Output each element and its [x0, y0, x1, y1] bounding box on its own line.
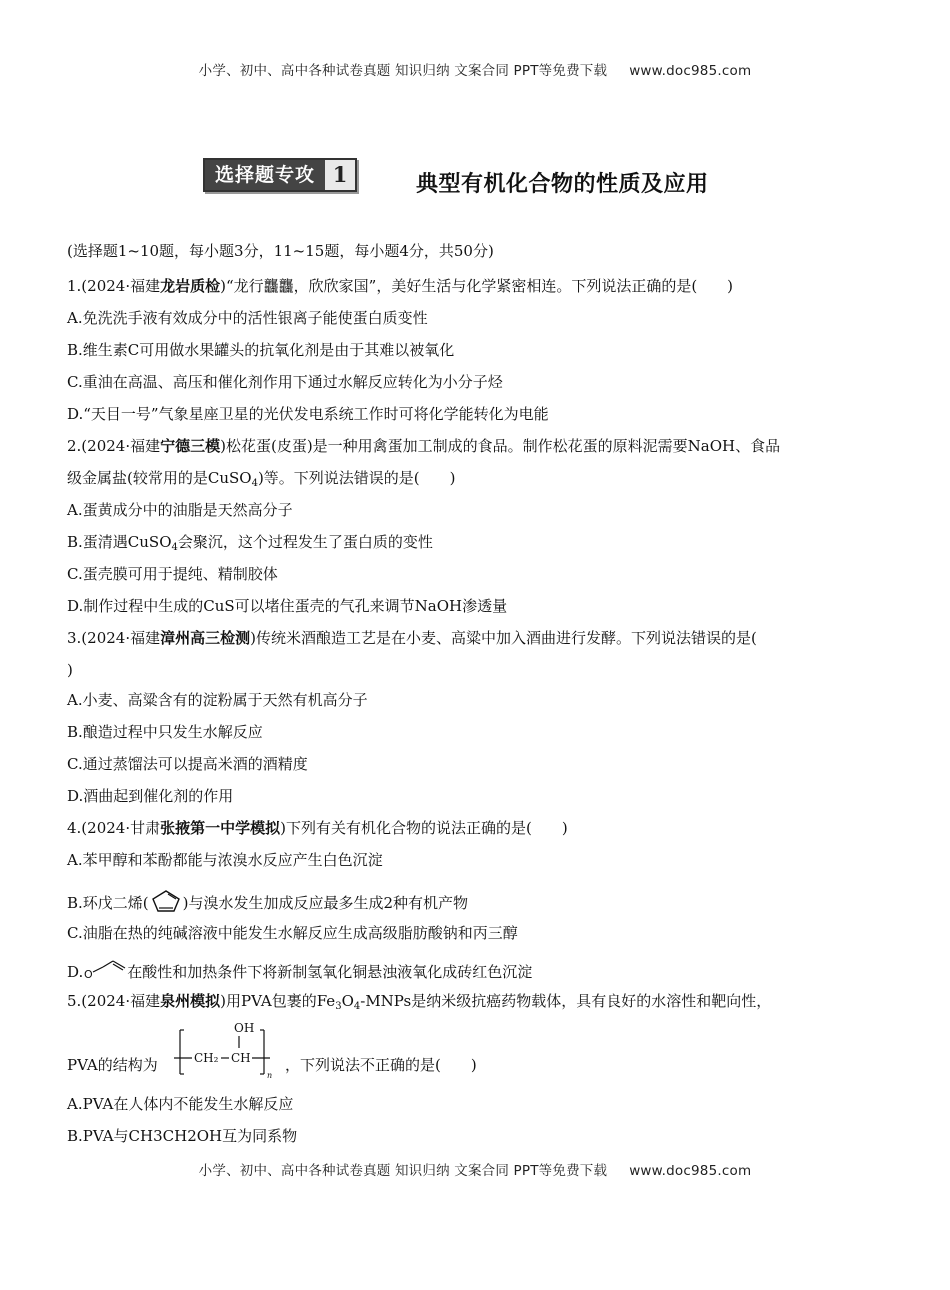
question-5-option-b: B.PVA与CH3CH2OH互为同系物 — [67, 1127, 298, 1145]
page-footer — [0, 1159, 950, 1179]
acrolein-structure-icon — [83, 957, 127, 989]
svg-text:CH: CH — [231, 1051, 251, 1065]
question-3-stem-cont: ) — [67, 661, 73, 679]
section-title — [0, 155, 950, 205]
footer-text: 小学、初中、高中各种试卷真题 知识归纳 文案合同 PPT等免费下载 — [198, 1163, 608, 1179]
pva-structure-icon — [172, 1018, 284, 1080]
svg-text:n: n — [267, 1071, 273, 1080]
pva-label: PVA的结构为 — [67, 1056, 158, 1074]
question-5-stem: 5.(2024·福建泉州模拟)用PVA包裹的$Fe_3O_4$-MNPs是纳米级抗癌药物载体，具有良好的水溶性和靶向性， — [67, 992, 772, 1012]
question-2-stem-cont: 级金属盐(较常用的是CuSO$_4$)等。下列说法错误的是( ) — [67, 469, 456, 489]
question-2-option-c: C.蛋壳膜可用于提纯、精制胶体 — [67, 565, 278, 583]
question-3-option-a: A.小麦、高粱含有的淀粉属于天然有机高分子 — [67, 691, 368, 709]
question-4-option-d: D. O 在酸性和加热条件下将新制氢氧化铜悬浊液氧化成砖红色沉淀 — [67, 957, 532, 989]
question-1-option-a: A.免洗洗手液有效成分中的活性银离子能使蛋白质变性 — [67, 309, 428, 327]
question-1-stem: 1.(2024·福建龙岩质检)“龙行龘龘，欣欣家国”，美好生活与化学紧密相连。下列说法正确的是( ) — [67, 277, 734, 295]
question-4-option-b: B.环戊二烯( )与溴水发生加成反应最多生成2种有机产物 — [67, 888, 468, 920]
question-2-option-b: B.蛋清遇CuSO$_4$会聚沉，这个过程发生了蛋白质的变性 — [67, 533, 433, 553]
question-3-stem: 3.(2024·福建漳州高三检测)传统米酒酿造工艺是在小麦、高粱中加入酒曲进行发酵。下列说法错误的是( — [67, 629, 757, 647]
question-2-option-a: A.蛋黄成分中的油脂是天然高分子 — [67, 501, 293, 519]
page-header — [0, 59, 950, 79]
svg-text:OH: OH — [234, 1021, 255, 1035]
pva-tail: ，下列说法不正确的是( ) — [285, 1056, 477, 1074]
badge-label: 选择题专攻 — [205, 160, 325, 190]
intro-note: (选择题1~10题，每小题3分，11~15题，每小题4分，共50分) — [67, 242, 494, 260]
question-3-option-b: B.酿造过程中只发生水解反应 — [67, 723, 263, 741]
question-4-option-a: A.苯甲醇和苯酚都能与浓溴水反应产生白色沉淀 — [67, 851, 383, 869]
badge-number: 1 — [325, 160, 355, 190]
question-1-option-b: B.维生素C可用做水果罐头的抗氧化剂是由于其难以被氧化 — [67, 341, 455, 359]
question-5-pva-line — [67, 1018, 887, 1078]
question-2-stem: 2.(2024·福建宁德三模)松花蛋(皮蛋)是一种用禽蛋加工制成的食品。制作松花蛋的原料泥需要NaOH、食品 — [67, 437, 781, 455]
question-1-option-d: D.“天目一号”气象星座卫星的光伏发电系统工作时可将化学能转化为电能 — [67, 405, 549, 423]
question-4-option-c: C.油脂在热的纯碱溶液中能发生水解反应生成高级脂肪酸钠和丙三醇 — [67, 924, 518, 942]
header-text: 小学、初中、高中各种试卷真题 知识归纳 文案合同 PPT等免费下载 — [198, 63, 608, 79]
header-url[interactable]: www.doc985.com — [629, 63, 752, 79]
question-3-option-d: D.酒曲起到催化剂的作用 — [67, 787, 234, 805]
cyclopentadiene-structure-icon — [149, 888, 183, 920]
question-1-option-c: C.重油在高温、高压和催化剂作用下通过水解反应转化为小分子烃 — [67, 373, 503, 391]
section-badge — [203, 158, 357, 192]
page-title: 典型有机化合物的性质及应用 — [416, 172, 709, 197]
svg-text:CH₂: CH₂ — [194, 1051, 219, 1065]
question-3-option-c: C.通过蒸馏法可以提高米酒的酒精度 — [67, 755, 308, 773]
question-5-option-a: A.PVA在人体内不能发生水解反应 — [67, 1095, 294, 1113]
question-4-stem: 4.(2024·甘肃张掖第一中学模拟)下列有关有机化合物的说法正确的是( ) — [67, 819, 568, 837]
question-2-option-d: D.制作过程中生成的CuS可以堵住蛋壳的气孔来调节NaOH渗透量 — [67, 597, 508, 615]
footer-url[interactable]: www.doc985.com — [629, 1163, 752, 1179]
svg-text:O: O — [84, 968, 93, 981]
